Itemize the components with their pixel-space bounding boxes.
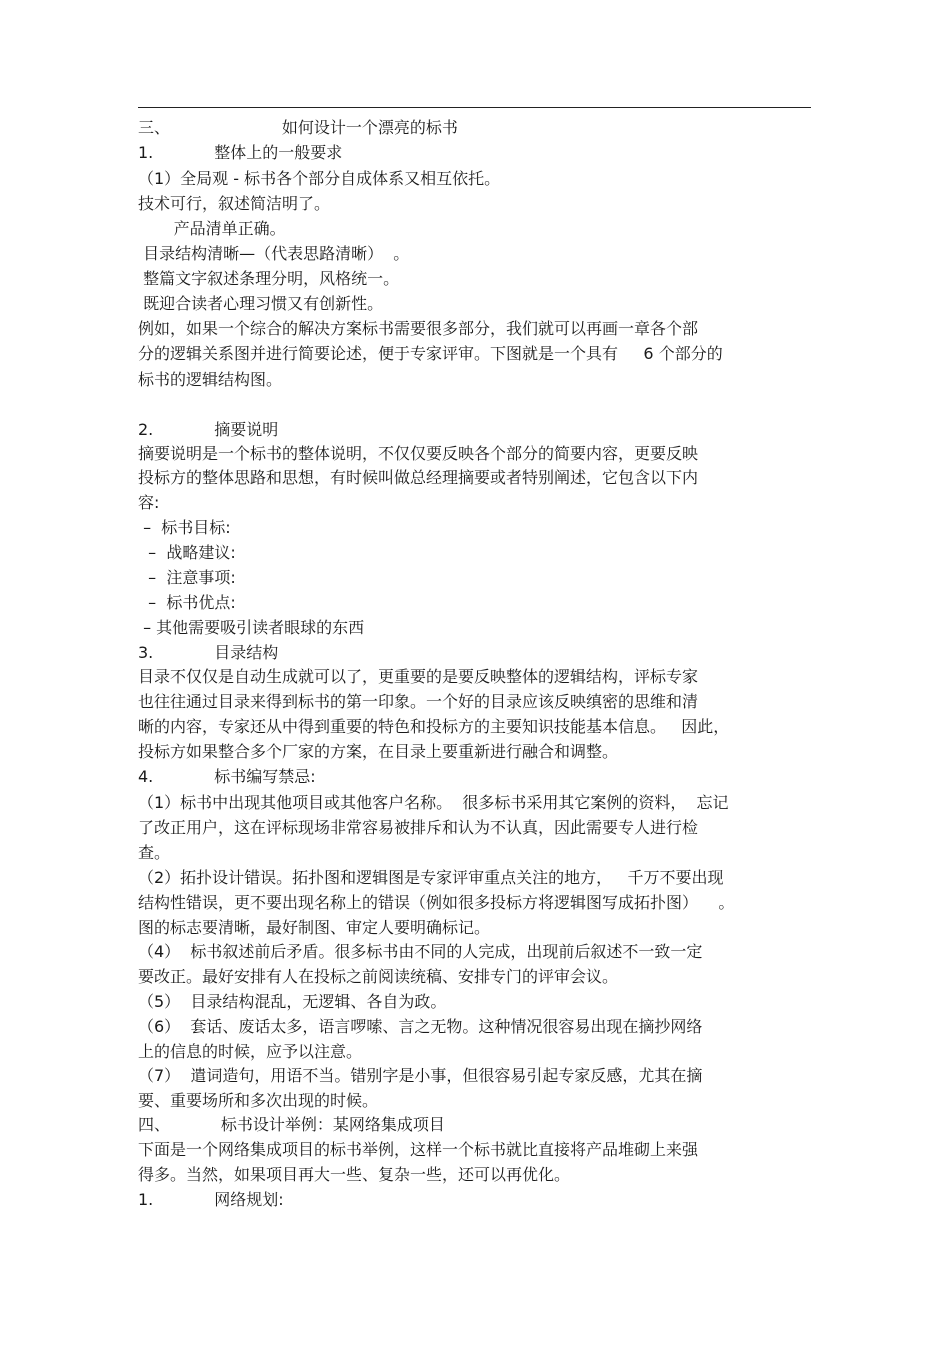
text-line: 标书的逻辑结构图。: [138, 370, 283, 389]
text-line: （7） 遣词造句，用语不当。错别字是小事，但很容易引起专家反感，尤其在摘: [138, 1066, 703, 1085]
text-line: （4） 标书叙述前后矛盾。很多标书由不同的人完成，出现前后叙述不一致一定: [138, 942, 703, 961]
text-line: 目录结构清晰—（代表思路清晰） 。: [138, 244, 410, 263]
text-line: 晰的内容，专家还从中得到重要的特色和投标方的主要知识技能基本信息。 因此，: [138, 717, 730, 736]
text-line: 上的信息的时候，应予以注意。: [138, 1042, 363, 1061]
text-line: （5） 目录结构混乱，无逻辑、各自为政。: [138, 992, 447, 1011]
list-item: – 其他需要吸引读者眼球的东西: [138, 618, 365, 637]
text-line: 既迎合读者心理习惯又有创新性。: [138, 294, 384, 313]
section-heading: 三、 如何设计一个漂亮的标书: [138, 118, 458, 137]
text-line: 也往往通过目录来得到标书的第一印象。一个好的目录应该反映缜密的思维和清: [138, 692, 699, 711]
text-line: 技术可行，叙述简洁明了。: [138, 194, 331, 213]
text-line: 投标方的整体思路和思想，有时候叫做总经理摘要或者特别阐述，它包含以下内: [138, 468, 699, 487]
subheading: 4. 标书编写禁忌:: [138, 767, 316, 786]
list-item: – 标书目标:: [138, 518, 231, 537]
text-line: 整篇文字叙述条理分明，风格统一。: [138, 269, 400, 288]
list-item: – 注意事项:: [138, 568, 236, 587]
text-line: 要改正。最好安排有人在投标之前阅读统稿、安排专门的评审会议。: [138, 967, 619, 986]
subheading: 2. 摘要说明: [138, 420, 279, 439]
text-line: 产品清单正确。: [138, 219, 286, 238]
text-line: （1）全局观 - 标书各个部分自成体系又相互依托。: [138, 169, 501, 188]
text-line: 图的标志要清晰，最好制图、审定人要明确标记。: [138, 918, 491, 937]
text-line: （6） 套话、废话太多，语言啰嗦、言之无物。这种情况很容易出现在摘抄网络: [138, 1017, 703, 1036]
text-line: 容:: [138, 493, 160, 512]
text-line: （1）标书中出现其他项目或其他客户名称。 很多标书采用其它案例的资料， 忘记: [138, 793, 729, 812]
subheading: 1. 整体上的一般要求: [138, 143, 343, 162]
text-line: 投标方如果整合多个厂家的方案，在目录上要重新进行融合和调整。: [138, 742, 619, 761]
text-line: 要、重要场所和多次出现的时候。: [138, 1091, 379, 1110]
subheading: 3. 目录结构: [138, 643, 279, 662]
text-line: 得多。当然，如果项目再大一些、复杂一些，还可以再优化。: [138, 1165, 571, 1184]
list-item: – 战略建议:: [138, 543, 236, 562]
text-line: 摘要说明是一个标书的整体说明，不仅仅要反映各个部分的简要内容，更要反映: [138, 444, 699, 463]
text-line: 下面是一个网络集成项目的标书举例，这样一个标书就比直接将产品堆砌上来强: [138, 1140, 699, 1159]
section-heading: 四、 标书设计举例：某网络集成项目: [138, 1115, 445, 1134]
subheading: 1. 网络规划:: [138, 1190, 284, 1209]
text-line: 例如，如果一个综合的解决方案标书需要很多部分，我们就可以再画一章各个部: [138, 319, 699, 338]
text-line: 查。: [138, 843, 171, 862]
text-line: 了改正用户，这在评标现场非常容易被排斥和认为不认真，因此需要专人进行检: [138, 818, 699, 837]
text-line: 目录不仅仅是自动生成就可以了，更重要的是要反映整体的逻辑结构，评标专家: [138, 667, 699, 686]
list-item: – 标书优点:: [138, 593, 236, 612]
text-line: 分的逻辑关系图并进行简要论述，便于专家评审。下图就是一个具有 6 个部分的: [138, 344, 723, 363]
text-line: （2）拓扑设计错误。拓扑图和逻辑图是专家评审重点关注的地方， 千万不要出现: [138, 868, 724, 887]
header-rule: [138, 107, 811, 108]
text-line: 结构性错误，更不要出现名称上的错误（例如很多投标方将逻辑图写成拓扑图） 。: [138, 893, 735, 912]
